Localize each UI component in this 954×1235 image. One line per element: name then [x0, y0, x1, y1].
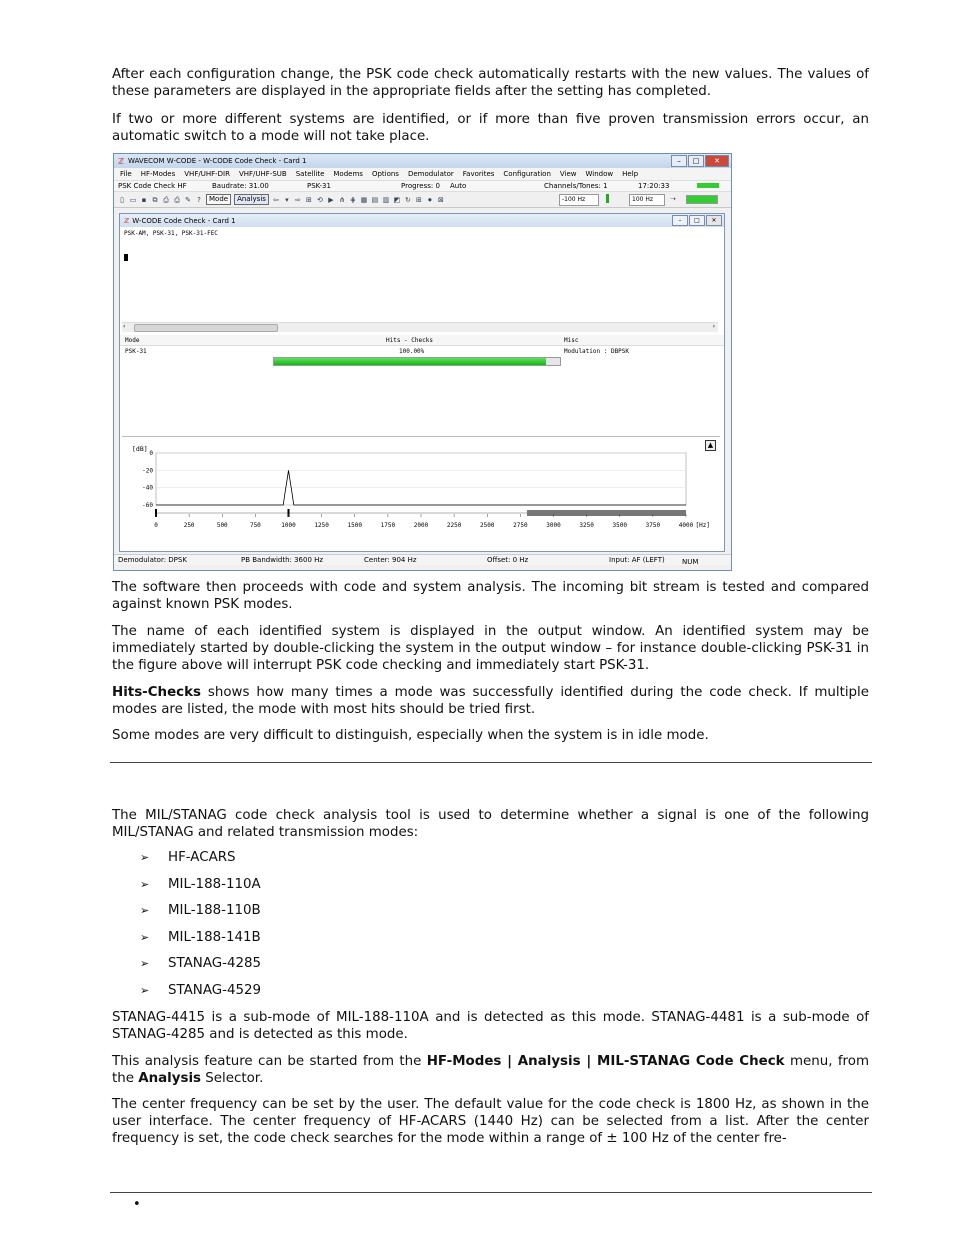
- child-minimize-icon[interactable]: –: [672, 215, 688, 226]
- menu-item-modems[interactable]: Modems: [333, 170, 363, 178]
- y-tick-label: -60: [142, 502, 153, 509]
- x-tick-label: 750: [249, 522, 261, 529]
- hits-checks-text: shows how many times a mode was successfully identified during the code check. If multiple modes are listed, the mode with most hits should be tried first.: [112, 685, 869, 717]
- freq-low-field[interactable]: -100 Hz: [559, 194, 599, 206]
- spectrum-panel: [122, 436, 720, 549]
- paragraph-idle-mode: Some modes are very difficult to distinguish, especially when the system is in idle mode.: [112, 728, 709, 743]
- back-arrow-icon[interactable]: ⇦: [272, 195, 279, 204]
- menu-item-favorites[interactable]: Favorites: [462, 170, 495, 178]
- x-tick-label: 1750: [380, 522, 396, 529]
- paragraph-submodes: STANAG-4415 is a sub-mode of MIL-188-110A and is detected as this mode. STANAG-4481 is a sub-mode of STANAG-4285 and is detected as this mode.: [112, 1010, 869, 1042]
- menu-item-options[interactable]: Options: [371, 170, 399, 178]
- arrow-bullet-icon: ➢: [140, 983, 150, 997]
- paragraph-start-menu: [112, 1053, 869, 1087]
- child-close-icon[interactable]: ✕: [706, 215, 722, 226]
- mode-button[interactable]: Mode: [206, 194, 231, 205]
- child-title: W-CODE Code Check - Card 1: [132, 216, 236, 225]
- menu-item-demodulator[interactable]: Demodulator: [407, 170, 454, 178]
- x-tick-label: 3500: [612, 522, 627, 529]
- record-pause-icon[interactable]: ⊠: [437, 195, 444, 204]
- x-tick-label: 2000: [413, 522, 429, 529]
- filter-icon[interactable]: ⋕: [349, 195, 356, 204]
- menu-item-file[interactable]: File: [120, 170, 132, 178]
- row-misc: Modulation : DBPSK: [564, 348, 630, 355]
- footer-bullet: •: [133, 1197, 141, 1212]
- menu-item-window[interactable]: Window: [585, 170, 614, 178]
- text-cursor: [124, 254, 128, 261]
- paragraph-no-switch: If two or more different systems are identified, or if more than five proven transmission errors occur, an automatic switch to a mode will not take place.: [112, 112, 869, 144]
- menu-item-help[interactable]: Help: [622, 170, 639, 178]
- status-progress: Progress: 0: [401, 182, 440, 190]
- status-channels: Channels/Tones: 1: [544, 182, 608, 190]
- x-tick-label: 3250: [579, 522, 594, 529]
- x-tick-label: 1500: [347, 522, 362, 529]
- bits-icon[interactable]: ⊞: [305, 195, 312, 204]
- app-screenshot: [113, 153, 732, 571]
- signal-level-bar: [686, 195, 718, 204]
- status-time: 17:20:33: [638, 182, 670, 190]
- menu-item-view[interactable]: View: [559, 170, 577, 178]
- new-file-icon[interactable]: ▯: [120, 195, 124, 204]
- y-tick-label: -40: [142, 484, 153, 492]
- mode-name: MIL-188-110B: [168, 903, 261, 918]
- mode-list: [140, 849, 261, 1008]
- status-row: [114, 180, 731, 192]
- paragraph-mil-stanag-intro: The MIL/STANAG code check analysis tool is used to determine whether a signal is one of the following MIL/STANAG and related transmission modes:: [112, 808, 869, 840]
- child-titlebar: [120, 214, 724, 227]
- wavecom-small-logo-icon: ℤ: [124, 216, 130, 225]
- window-controls: [671, 155, 729, 167]
- bottom-status-bar: [114, 554, 731, 565]
- dropdown-icon[interactable]: ▾: [285, 195, 289, 204]
- save-icon[interactable]: ▪: [141, 195, 147, 204]
- spectrum-icon[interactable]: ▦: [360, 195, 368, 204]
- hits-progress-fill: [274, 358, 546, 365]
- hits-checks-term: Hits-Checks: [112, 685, 201, 700]
- arrow-bullet-icon: ➢: [140, 930, 150, 944]
- menu-item-satellite[interactable]: Satellite: [295, 170, 325, 178]
- y-tick-label: 0: [149, 450, 153, 457]
- forward-arrow-icon[interactable]: ⇨: [294, 195, 301, 204]
- list-item: [140, 902, 261, 929]
- status-center: Center: 904 Hz: [364, 556, 417, 564]
- analysis-button[interactable]: Analysis: [234, 194, 269, 205]
- bars-icon[interactable]: ▥: [382, 195, 390, 204]
- status-system: PSK-31: [307, 182, 331, 190]
- menu-path-suffix: Selector.: [201, 1071, 264, 1086]
- x-tick-label: 1000: [281, 522, 296, 529]
- menu-item-vhf-uhf-sub[interactable]: VHF/UHF-SUB: [238, 170, 287, 178]
- list-item: [140, 982, 261, 1009]
- menu-path-middle: menu, from the: [112, 1054, 869, 1086]
- menu-item-hf-modes[interactable]: HF-Modes: [140, 170, 176, 178]
- y-tick-label: -20: [142, 467, 153, 475]
- horizontal-scrollbar[interactable]: [122, 322, 718, 332]
- child-maximize-icon[interactable]: □: [689, 215, 705, 226]
- paragraph-output-window: The name of each identified system is displayed in the output window. An identified system may be immediately started by double-clicking the system in the output window – for instance double-clicking PSK-31 in the figure above will interrupt PSK code checking and immediately start PSK-31.: [112, 624, 869, 673]
- spectrum-chart: [122, 437, 720, 549]
- col-hits-header[interactable]: Hits - Checks: [386, 337, 433, 344]
- col-misc-header[interactable]: Misc: [564, 337, 579, 344]
- print-preview-icon[interactable]: ⎙: [174, 195, 180, 204]
- mode-name: MIL-188-141B: [168, 929, 261, 945]
- tuning-marker[interactable]: [606, 194, 609, 203]
- status-num: NUM: [682, 558, 699, 566]
- plot-area: [156, 453, 686, 505]
- menu-item-configuration[interactable]: Configuration: [503, 170, 551, 178]
- x-tick-label: 250: [183, 522, 195, 529]
- mode-name: STANAG-4285: [168, 956, 262, 971]
- freq-high-field[interactable]: 100 Hz: [629, 194, 665, 206]
- x-tick-label: 2250: [446, 522, 462, 529]
- arrow-right-icon[interactable]: ➝: [670, 195, 676, 203]
- status-auto: Auto: [450, 182, 467, 190]
- x-tick-label: 2500: [480, 522, 495, 529]
- tuning-icon[interactable]: ⋔: [338, 195, 345, 204]
- eye-icon[interactable]: ◩: [393, 195, 401, 204]
- table-row[interactable]: [120, 346, 724, 356]
- grid-icon[interactable]: ⊞: [415, 195, 422, 204]
- list-item: [140, 849, 261, 876]
- refresh-icon[interactable]: ↻: [404, 195, 411, 204]
- minimize-icon[interactable]: –: [671, 155, 687, 167]
- list-item: [140, 876, 261, 903]
- close-icon[interactable]: ✕: [705, 155, 729, 167]
- toolbar: [114, 192, 731, 208]
- section-divider: [110, 762, 872, 763]
- copy-icon[interactable]: ⧉: [152, 195, 158, 204]
- x-tick-label: 1250: [314, 522, 329, 529]
- x-tick-label: 3000: [546, 522, 561, 529]
- spectrum-ylabel: [dB]: [132, 445, 148, 453]
- menu-item-vhf-uhf-dir[interactable]: VHF/UHF-DIR: [184, 170, 230, 178]
- arrow-bullet-icon: ➢: [140, 851, 150, 864]
- window-titlebar: [114, 154, 731, 168]
- paragraph-hits-checks: [112, 684, 869, 718]
- arrow-bullet-icon: ➢: [140, 904, 150, 917]
- x-tick-label: 500: [216, 522, 228, 529]
- help-icon[interactable]: ?: [197, 195, 201, 204]
- play-icon[interactable]: ▶: [328, 195, 334, 204]
- list-item: [140, 955, 261, 982]
- child-window-controls: [672, 215, 722, 226]
- hits-progress-bar: [273, 357, 561, 366]
- sync-icon[interactable]: ⟲: [316, 195, 323, 204]
- output-text[interactable]: PSK-AM, PSK-31, PSK-31-FEC: [124, 230, 218, 237]
- menu-path-prefix: This analysis feature can be started from the: [112, 1054, 427, 1069]
- mode-name: HF-ACARS: [168, 850, 236, 865]
- row-mode: PSK-31: [125, 348, 147, 355]
- arrow-bullet-icon: ➢: [140, 957, 150, 970]
- x-tick-label: 0: [154, 522, 158, 529]
- passband-shade: [527, 510, 686, 516]
- status-baudrate: Baudrate: 31.00: [212, 182, 269, 190]
- clear-icon[interactable]: ✎: [185, 195, 191, 204]
- x-unit-label: [Hz]: [695, 522, 710, 529]
- code-check-window: [119, 213, 725, 552]
- level-indicator: [697, 183, 719, 188]
- status-input: Input: AF (LEFT): [609, 556, 665, 564]
- open-folder-icon[interactable]: ▭: [129, 195, 137, 204]
- record-icon[interactable]: ⏺: [428, 195, 432, 204]
- maximize-icon[interactable]: □: [688, 155, 704, 167]
- analysis-term: Analysis: [138, 1071, 202, 1086]
- menu-bar: [114, 168, 731, 180]
- x-tick-label: 2750: [513, 522, 528, 529]
- print-icon[interactable]: ⎙: [163, 195, 169, 204]
- row-hits: 100.00%: [399, 348, 425, 355]
- arrow-bullet-icon: ➢: [140, 877, 150, 891]
- scroll-right-icon[interactable]: ›: [712, 323, 715, 330]
- list-item: [140, 929, 261, 956]
- paragraph-analysis: The software then proceeds with code and system analysis. The incoming bit stream is tested and compared against known PSK modes.: [112, 580, 869, 612]
- mode-name: STANAG-4529: [168, 982, 262, 998]
- paragraph-psk-restart: After each configuration change, the PSK code check automatically restarts with the new values. The values of these parameters are displayed in the appropriate fields after the setting has completed.: [112, 67, 869, 99]
- x-tick-label: 3750: [645, 522, 661, 529]
- status-demodulator: Demodulator: DPSK: [118, 556, 187, 564]
- status-mode: PSK Code Check HF: [118, 182, 187, 190]
- status-offset: Offset: 0 Hz: [487, 556, 529, 564]
- col-mode-header[interactable]: Mode: [125, 337, 140, 344]
- x-tick-label: 4000: [678, 522, 694, 529]
- window-title: WAVECOM W-CODE - W-CODE Code Check - Card 1: [128, 157, 307, 165]
- paragraph-center-frequency: The center frequency can be set by the user. The default value for the code check is 1800 Hz, as shown in the user interface. The center frequency of HF-ACARS (1440 Hz) can be selected from a list. After the center frequency is set, the code check searches for the mode within a range of ± 100 Hz of the center fre-: [112, 1097, 869, 1146]
- scroll-left-icon[interactable]: ‹: [123, 323, 126, 330]
- waterfall-icon[interactable]: ▤: [371, 195, 379, 204]
- menu-path: HF-Modes | Analysis | MIL-STANAG Code Check: [426, 1054, 785, 1069]
- results-header: [120, 335, 724, 346]
- status-bandwidth: PB Bandwidth: 3600 Hz: [241, 556, 324, 564]
- scrollbar-thumb[interactable]: [134, 324, 278, 332]
- footer-divider: [110, 1192, 872, 1193]
- collapse-up-icon[interactable]: ▲: [705, 440, 716, 451]
- mode-name: MIL-188-110A: [168, 876, 261, 892]
- wavecom-logo-icon: ℤ: [118, 156, 125, 166]
